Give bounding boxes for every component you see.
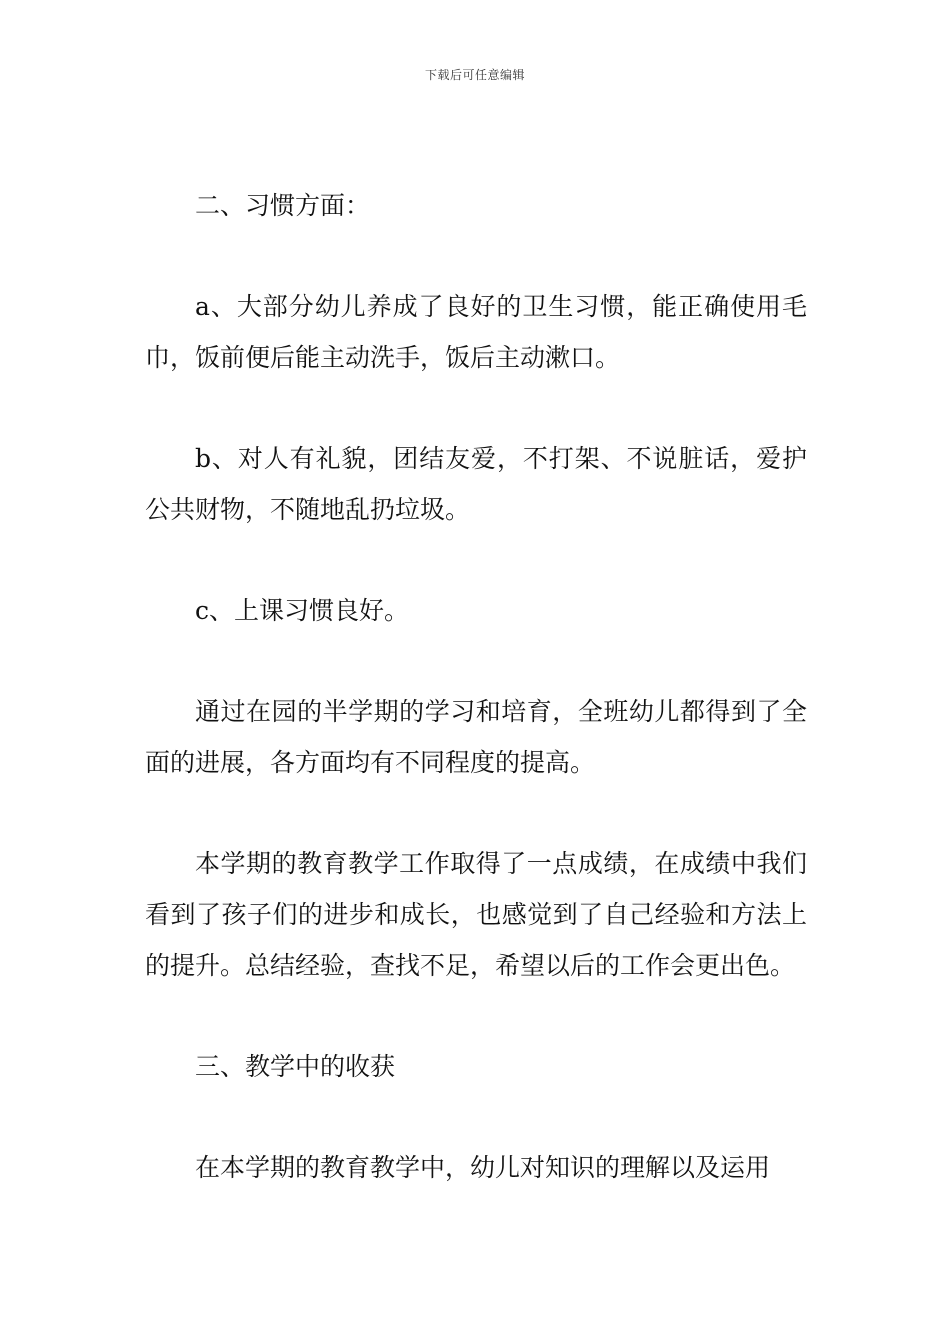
paragraph: 通过在园的半学期的学习和培育，全班幼儿都得到了全面的进展，各方面均有不同程度的提高。 [145,697,807,777]
page-header: 下载后可任意编辑 [424,68,525,82]
document-body [145,180,807,1193]
paragraph: c、上课习惯良好。 [195,596,410,625]
paragraph-gap [145,788,807,838]
section-heading: 三、教学中的收获 [195,1052,396,1081]
paragraph: a、大部分幼儿养成了良好的卫生习惯，能正确使用毛巾，饭前便后能主动洗手，饭后主动漱口。 [145,292,807,372]
paragraph-gap [145,1092,807,1142]
paragraph: 本学期的教育教学工作取得了一点成绩，在成绩中我们看到了孩子们的进步和成长，也感觉到了自己经验和方法上的提升。总结经验，查找不足，希望以后的工作会更出色。 [145,849,807,980]
paragraph-gap [145,636,807,686]
paragraph: 在本学期的教育教学中，幼儿对知识的理解以及运用 [195,1153,771,1182]
paragraph: b、对人有礼貌，团结友爱，不打架、不说脏话，爱护公共财物，不随地乱扔垃圾。 [145,444,807,524]
paragraph-gap [145,535,807,585]
paragraph-gap [145,383,807,433]
paragraph-gap [145,991,807,1041]
section-heading: 二、习惯方面： [195,191,371,220]
paragraph-gap [145,231,807,281]
